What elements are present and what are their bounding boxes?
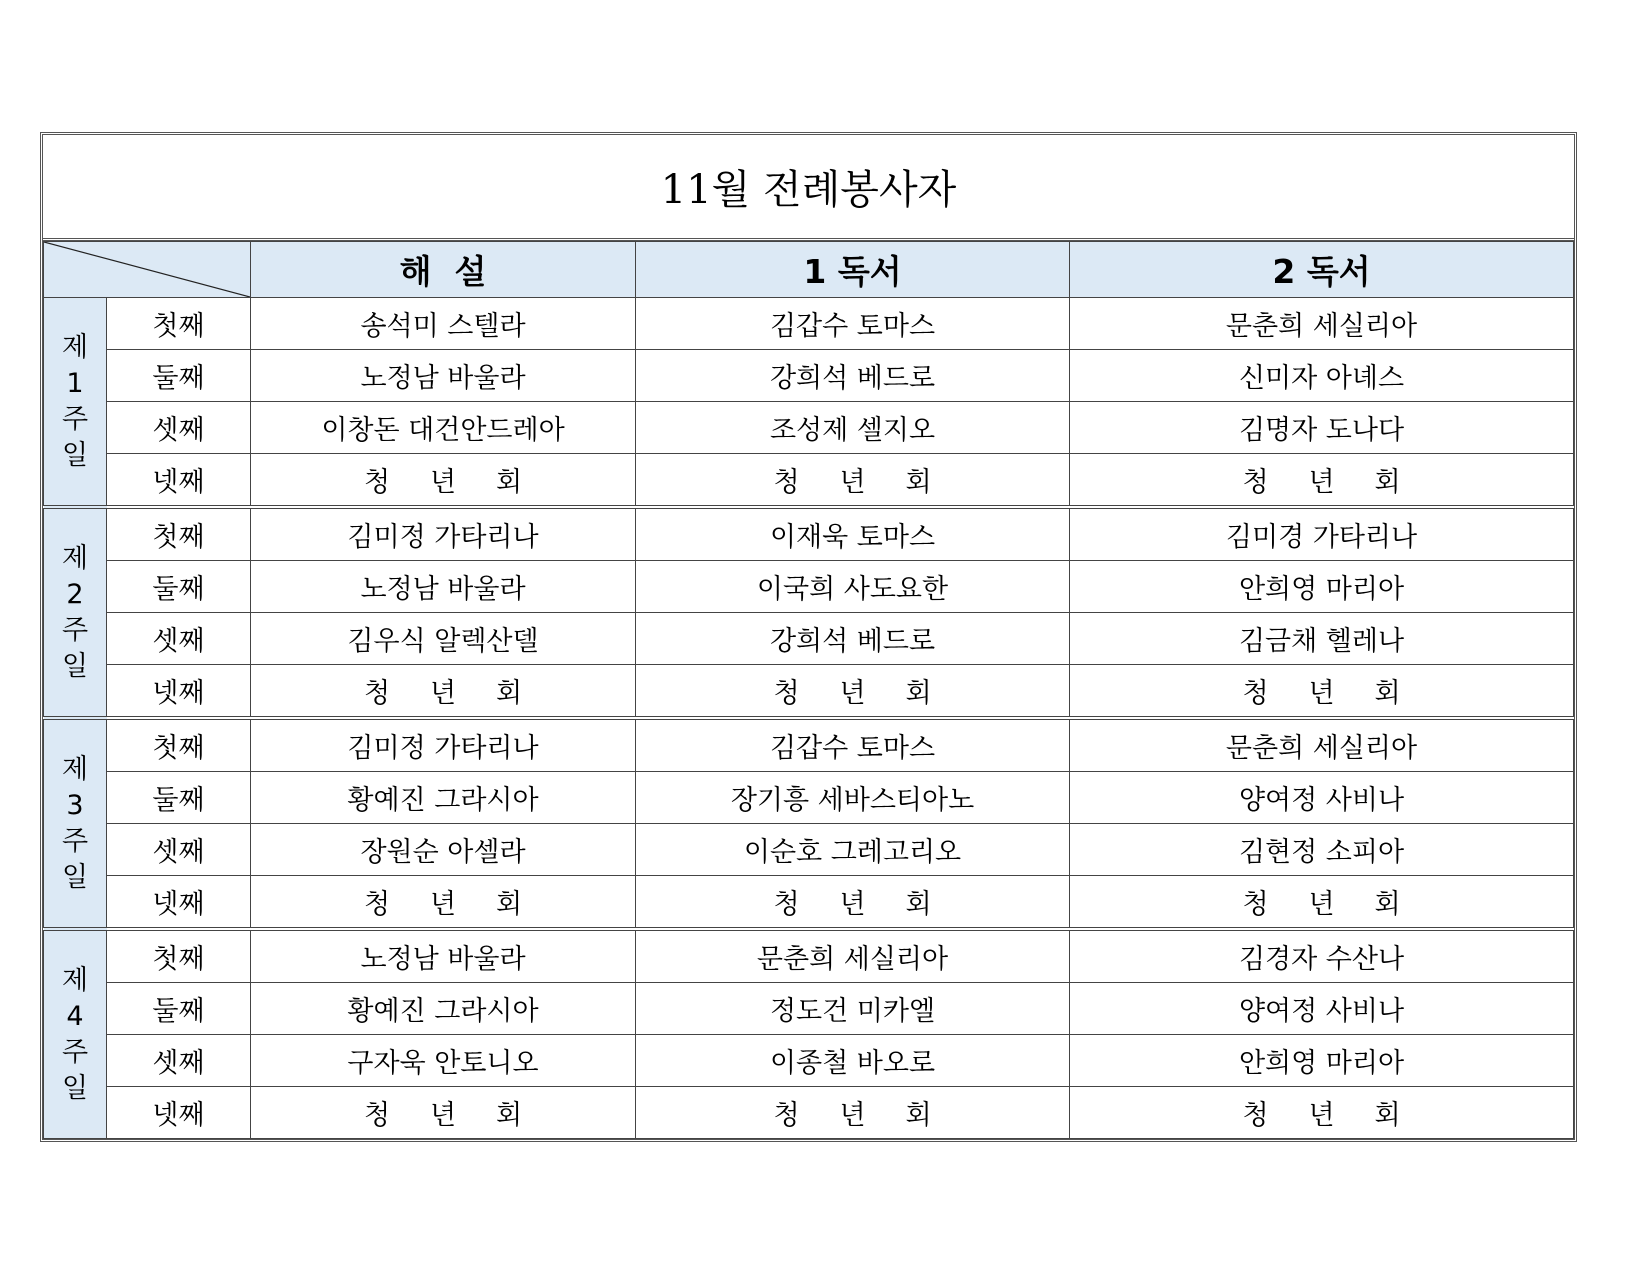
spaced-char: 년 — [1308, 889, 1335, 920]
spaced-char: 년 — [839, 678, 866, 709]
order-cell: 넷째 — [107, 1087, 251, 1139]
table-row — [44, 983, 1574, 1035]
week-label-cell — [44, 718, 107, 929]
commentary-cell: 노정남 바울라 — [251, 929, 636, 983]
spaced-char: 년 — [429, 1100, 457, 1131]
table-row — [44, 665, 1574, 719]
order-cell: 첫째 — [107, 929, 251, 983]
second-reading-cell: 김명자 도나다 — [1070, 402, 1574, 454]
order-cell: 둘째 — [107, 350, 251, 402]
order-cell: 첫째 — [107, 298, 251, 350]
second-reading-cell — [1070, 876, 1574, 930]
spaced-char: 청 — [773, 889, 800, 920]
second-reading-cell: 신미자 아녜스 — [1070, 350, 1574, 402]
week-label-char: 3 — [66, 789, 84, 821]
spaced-char: 청 — [363, 467, 391, 498]
spaced-char: 청 — [773, 467, 800, 498]
week-label-cell — [44, 507, 107, 718]
order-cell: 넷째 — [107, 876, 251, 930]
commentary-cell — [251, 876, 636, 930]
order-cell: 셋째 — [107, 1035, 251, 1087]
spaced-char: 회 — [495, 1100, 523, 1131]
table-row — [44, 1087, 1574, 1139]
spaced-char: 청 — [363, 889, 391, 920]
page-title: 11월 전례봉사자 — [43, 135, 1574, 241]
spaced-char: 청 — [1242, 1100, 1269, 1131]
table-row — [44, 507, 1574, 561]
commentary-cell: 김미정 가타리나 — [251, 507, 636, 561]
week-label-char: 일 — [61, 1072, 89, 1104]
week-label-char: 주 — [61, 614, 89, 646]
order-cell: 첫째 — [107, 507, 251, 561]
first-reading-cell — [636, 1087, 1070, 1139]
table-row — [44, 824, 1574, 876]
order-cell: 넷째 — [107, 454, 251, 508]
table-row — [44, 876, 1574, 930]
diagonal-corner-cell — [44, 242, 251, 298]
second-reading-cell: 김현정 소피아 — [1070, 824, 1574, 876]
spaced-char: 회 — [905, 889, 932, 920]
header-row — [44, 242, 1574, 298]
order-cell: 넷째 — [107, 665, 251, 719]
table-row — [44, 929, 1574, 983]
spaced-char: 회 — [495, 889, 523, 920]
commentary-cell: 이창돈 대건안드레아 — [251, 402, 636, 454]
spaced-char: 청 — [1242, 467, 1269, 498]
table-row — [44, 298, 1574, 350]
second-reading-cell — [1070, 454, 1574, 508]
spaced-char: 년 — [839, 467, 866, 498]
header-commentary: 해 설 — [251, 242, 636, 298]
commentary-cell: 김우식 알렉산델 — [251, 613, 636, 665]
spaced-char: 회 — [905, 467, 932, 498]
second-reading-cell: 문춘희 세실리아 — [1070, 718, 1574, 772]
order-cell: 셋째 — [107, 613, 251, 665]
week-label-char: 주 — [61, 1036, 89, 1068]
first-reading-cell: 문춘희 세실리아 — [636, 929, 1070, 983]
table-row — [44, 350, 1574, 402]
week-label-cell — [44, 298, 107, 508]
first-reading-cell: 장기흥 세바스티아노 — [636, 772, 1070, 824]
commentary-cell: 노정남 바울라 — [251, 561, 636, 613]
spaced-char: 년 — [1308, 678, 1335, 709]
order-cell: 둘째 — [107, 772, 251, 824]
order-cell: 첫째 — [107, 718, 251, 772]
diagonal-line — [44, 242, 250, 297]
spaced-char: 회 — [905, 678, 932, 709]
spaced-char: 청 — [1242, 678, 1269, 709]
first-reading-cell: 조성제 셀지오 — [636, 402, 1070, 454]
table-row — [44, 454, 1574, 508]
commentary-cell: 황예진 그라시아 — [251, 772, 636, 824]
week-label-char: 2 — [66, 578, 84, 610]
spaced-char: 년 — [429, 889, 457, 920]
second-reading-cell: 문춘희 세실리아 — [1070, 298, 1574, 350]
spaced-char: 회 — [1374, 1100, 1401, 1131]
spaced-char: 년 — [1308, 1100, 1335, 1131]
second-reading-cell: 양여정 사비나 — [1070, 983, 1574, 1035]
spaced-char: 청 — [773, 678, 800, 709]
header-first-reading: 1 독서 — [636, 242, 1070, 298]
spaced-char: 청 — [773, 1100, 800, 1131]
week-label-cell — [44, 929, 107, 1139]
order-cell: 둘째 — [107, 561, 251, 613]
first-reading-cell: 이순호 그레고리오 — [636, 824, 1070, 876]
first-reading-cell: 이재욱 토마스 — [636, 507, 1070, 561]
week-label-char: 4 — [66, 1000, 84, 1032]
schedule-body — [44, 298, 1574, 1139]
spaced-char: 회 — [905, 1100, 932, 1131]
first-reading-cell: 강희석 베드로 — [636, 613, 1070, 665]
spaced-char: 청 — [363, 678, 391, 709]
first-reading-cell: 이국희 사도요한 — [636, 561, 1070, 613]
spaced-char: 청 — [1242, 889, 1269, 920]
second-reading-cell: 김금채 헬레나 — [1070, 613, 1574, 665]
first-reading-cell — [636, 876, 1070, 930]
order-cell: 셋째 — [107, 824, 251, 876]
first-reading-cell: 김갑수 토마스 — [636, 298, 1070, 350]
spaced-char: 년 — [429, 678, 457, 709]
spaced-char: 회 — [1374, 467, 1401, 498]
spaced-char: 회 — [495, 467, 523, 498]
second-reading-cell — [1070, 1087, 1574, 1139]
first-reading-cell: 이종철 바오로 — [636, 1035, 1070, 1087]
order-cell: 셋째 — [107, 402, 251, 454]
second-reading-cell: 양여정 사비나 — [1070, 772, 1574, 824]
spaced-char: 회 — [1374, 678, 1401, 709]
spaced-char: 년 — [839, 1100, 866, 1131]
week-label-char: 주 — [61, 825, 89, 857]
table-row — [44, 613, 1574, 665]
table-row — [44, 561, 1574, 613]
week-label-char: 제 — [61, 753, 89, 785]
second-reading-cell: 안희영 마리아 — [1070, 561, 1574, 613]
second-reading-cell: 김경자 수산나 — [1070, 929, 1574, 983]
first-reading-cell: 정도건 미카엘 — [636, 983, 1070, 1035]
spaced-char: 년 — [1308, 467, 1335, 498]
week-label-char: 제 — [61, 964, 89, 996]
schedule-table — [43, 241, 1574, 1139]
week-label-char: 제 — [61, 331, 89, 363]
second-reading-cell: 안희영 마리아 — [1070, 1035, 1574, 1087]
week-label-char: 일 — [61, 439, 89, 471]
commentary-cell: 장원순 아셀라 — [251, 824, 636, 876]
table-row — [44, 402, 1574, 454]
spaced-char: 회 — [1374, 889, 1401, 920]
first-reading-cell — [636, 665, 1070, 719]
week-label-char: 주 — [61, 403, 89, 435]
week-label-char: 일 — [61, 650, 89, 682]
spaced-char: 청 — [363, 1100, 391, 1131]
commentary-cell: 구자욱 안토니오 — [251, 1035, 636, 1087]
order-cell: 둘째 — [107, 983, 251, 1035]
table-row — [44, 772, 1574, 824]
commentary-cell: 김미정 가타리나 — [251, 718, 636, 772]
table-row — [44, 1035, 1574, 1087]
commentary-cell: 송석미 스텔라 — [251, 298, 636, 350]
second-reading-cell — [1070, 665, 1574, 719]
schedule-document — [40, 132, 1577, 1142]
spaced-char: 년 — [839, 889, 866, 920]
table-row — [44, 718, 1574, 772]
header-second-reading: 2 독서 — [1070, 242, 1574, 298]
first-reading-cell — [636, 454, 1070, 508]
first-reading-cell: 김갑수 토마스 — [636, 718, 1070, 772]
commentary-cell — [251, 1087, 636, 1139]
commentary-cell — [251, 665, 636, 719]
commentary-cell — [251, 454, 636, 508]
week-label-char: 1 — [66, 367, 84, 399]
first-reading-cell: 강희석 베드로 — [636, 350, 1070, 402]
week-label-char: 일 — [61, 861, 89, 893]
commentary-cell: 황예진 그라시아 — [251, 983, 636, 1035]
second-reading-cell: 김미경 가타리나 — [1070, 507, 1574, 561]
spaced-char: 년 — [429, 467, 457, 498]
week-label-char: 제 — [61, 542, 89, 574]
spaced-char: 회 — [495, 678, 523, 709]
commentary-cell: 노정남 바울라 — [251, 350, 636, 402]
